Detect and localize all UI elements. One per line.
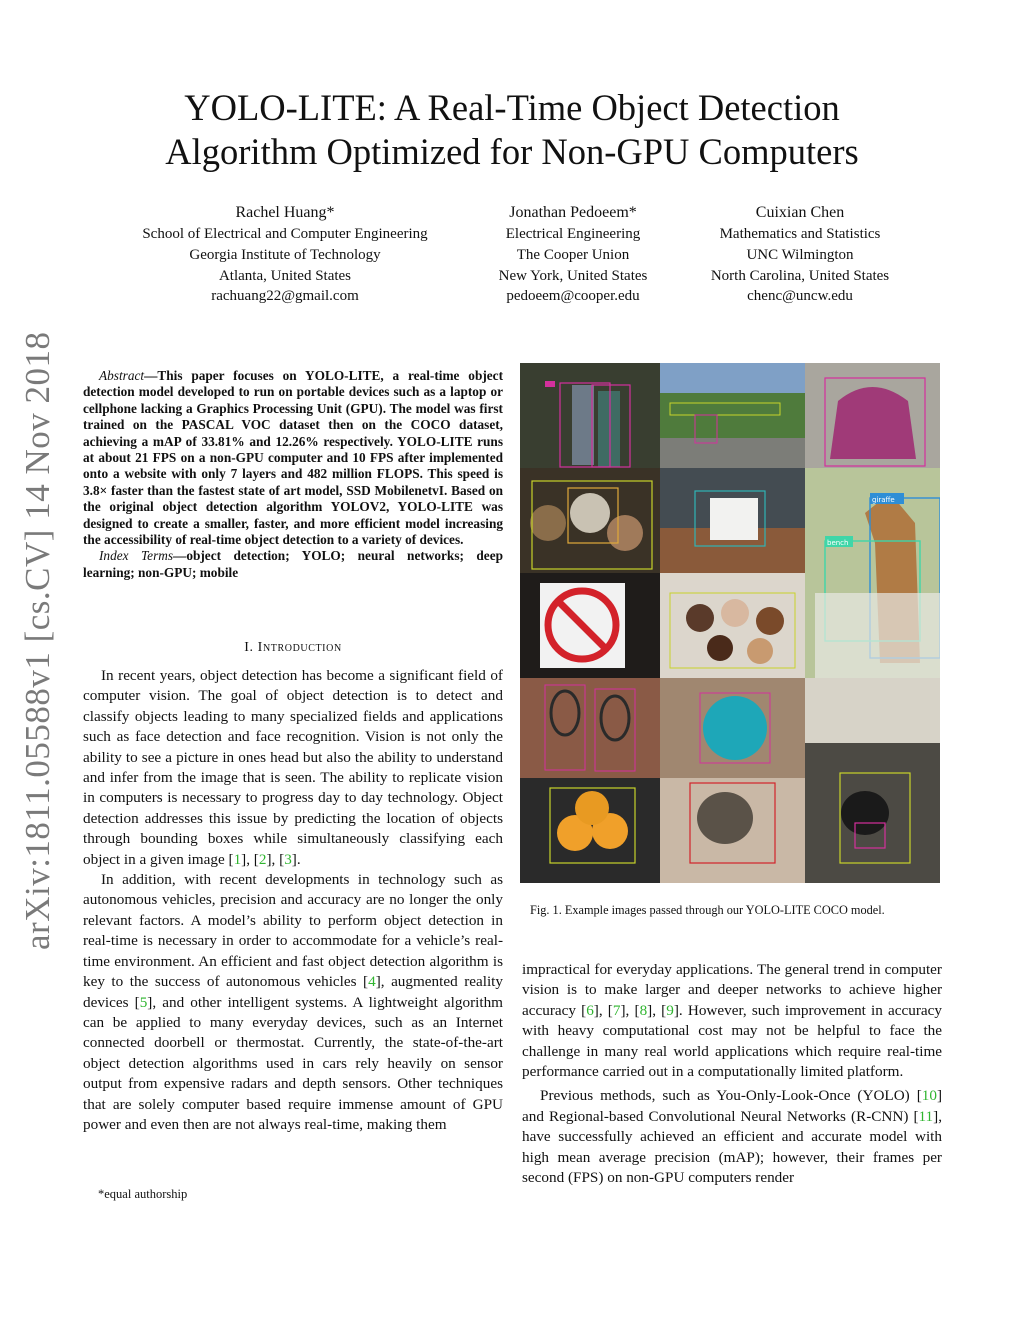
col2-text: ], have successfully achieved an efficient and accurate model with high mean average precision (mAP); however, their frames per second (FPS) on non-GPU computers render (522, 1107, 942, 1187)
right-column-text (522, 960, 942, 1188)
author-dept: Electrical Engineering (505, 226, 641, 242)
figure-image-grid (520, 363, 940, 883)
figure-caption: Fig. 1. Example images passed through our YOLO-LITE COCO model. (530, 903, 885, 917)
author-inst: UNC Wilmington (746, 246, 854, 263)
col2-paragraph-2 (522, 1086, 942, 1188)
figure-1 (520, 363, 940, 883)
index-terms-text: —object detection; YOLO; neural networks; deep learning; non-GPU; mobile (83, 548, 503, 580)
footnote: *equal authorship (98, 1187, 188, 1201)
citation-link[interactable]: 4 (368, 973, 376, 991)
col2-text: Previous methods, such as You-Only-Look-Once (YOLO) [ (540, 1087, 922, 1105)
citation-link[interactable]: 3 (284, 850, 292, 868)
author-block-1 (115, 202, 455, 307)
author-inst: Georgia Institute of Technology (189, 246, 381, 263)
label-bench: bench (827, 539, 849, 547)
intro-text: ], augmented reality devices [ (83, 973, 503, 1011)
photo-tennis-rackets (520, 678, 660, 778)
citation-link[interactable]: 2 (258, 850, 267, 868)
author-inst: The Cooper Union (516, 246, 630, 263)
title-line-2: Algorithm Optimized for Non-GPU Computers (165, 131, 859, 172)
citation-link[interactable]: 1 (233, 850, 242, 868)
intro-text: ], and other intelligent systems. A lightweight algorithm can be applied to many everyday devices, such as an Internet connected doorbell or thermostat. Currently, the state-of-the-art object detection algorithms used in cars rely heavily on sensor output from expensive radars and depth sensors. Other techniques that are solely computer based require immense amount of GPU power and even then are not always real-time, making them (83, 993, 503, 1133)
index-terms-label: Index Terms (99, 548, 174, 564)
intro-text: In recent years, object detection has become a significant field of computer vision. The goal of object detection is to detect and classify objects leading to many specialized fields and applications such as face detection and face recognition. Vision is not only the ability to see a picture in ones head but also the ability to understand and infer from the image that is seen. The ability to replicate vision in computers is necessary to progress day to day technology. Object detection addresses this issue by predicting the location of objects through bounding boxes while simultaneously classifying each object in a given image [ (83, 667, 503, 868)
author-loc: North Carolina, United States (710, 267, 890, 284)
abstract-label: Abstract (99, 368, 145, 383)
author-name: Cuixian Chen (755, 204, 845, 221)
arxiv-identifier: arXiv:1811.05588v1 [cs.CV] 14 Nov 2018 (18, 331, 57, 950)
paper-title (100, 86, 924, 174)
intro-paragraph-2 (83, 870, 503, 1135)
label-giraffe: giraffe (872, 496, 895, 504)
author-name: Rachel Huang* (235, 204, 335, 221)
title-line-1: YOLO-LITE: A Real-Time Object Detection (184, 87, 840, 128)
col2-text: ]. However, such improvement in accuracy with heavy computational cost may not be helpful to face the challenge in many real world applications which require real-time performance carried out in a computationally limited platform. (522, 1001, 942, 1081)
author-loc: Atlanta, United States (218, 267, 352, 284)
author-block-3 (690, 202, 910, 307)
intro-text: In addition, with recent developments in technology such as autonomous vehicles, precision and accuracy are no longer the only relevant factors. A model’s ability to perform object detection in real-time is necessary in order to accommodate for a vehicle’s real-time environment. An efficient and fast object detection algorithm is key to the success of autonomous vehicles [ (83, 871, 503, 991)
citation-link[interactable]: 10 (921, 1087, 937, 1105)
intro-paragraph-1: In recent years, object detection has become a significant field of computer vision. The goal of object detection is to detect and classify objects leading to many specialized fields and applications such as face detection and face recognition. Vision is not only the ability to see a picture in ones head but also the ability to understand and infer from the image that is seen. The ability to replicate vision in computers is necessary to progress day to day technology. Object detection addresses this issue by predicting the location of objects through bounding boxes while simultaneously classifying each object in a given image [1], [2], [3]. (83, 667, 503, 868)
abstract (83, 368, 503, 581)
section-heading-introduction: I. Introduction (244, 640, 342, 655)
citation-link[interactable]: 9 (666, 1001, 674, 1019)
citation-link[interactable]: 11 (918, 1107, 934, 1125)
author-dept: School of Electrical and Computer Engineering (142, 226, 428, 242)
citation-link[interactable]: 7 (612, 1001, 621, 1019)
author-loc: New York, United States (498, 267, 648, 284)
citation-link[interactable]: 8 (639, 1001, 648, 1019)
author-block-2 (463, 202, 683, 307)
author-email[interactable]: pedoeem@cooper.edu (506, 288, 640, 305)
introduction-column (83, 666, 503, 1135)
col2-text: impractical for everyday applications. The general trend in computer vision is to make larger and deeper networks to achieve higher accuracy [ (522, 961, 942, 1019)
index-terms (83, 548, 503, 581)
abstract-text: —This paper focuses on YOLO-LITE, a real-time object detection model developed to run on portable devices such as a laptop or cellphone lacking a Graphics Processing Unit (GPU). The model was first trained on the PASCAL VOC dataset then on the COCO dataset, achieving a mAP of 33.81% and 12.26% respectively. YOLO-LITE runs at about 21 FPS on a non-GPU computer and 10 FPS after implemented onto a website with only 7 layers and 482 million FLOPS. This speed is 3.8× faster than the fastest state of art model, SSD MobilenetvI. Based on the original object detection algorithm YOLOV2, YOLO-LITE was designed to create a smaller, faster, and more efficient model increasing the accessibility of real-time object detection to a variety of devices. (83, 368, 503, 548)
author-name: Jonathan Pedoeem* (509, 204, 637, 221)
col2-text: ] and Regional-based Convolutional Neural Networks (R-CNN) [ (522, 1087, 942, 1125)
author-email[interactable]: rachuang22@gmail.com (211, 288, 359, 305)
citation-link[interactable]: 6 (586, 1001, 594, 1019)
abstract-paragraph (83, 368, 503, 548)
author-email[interactable]: chenc@uncw.edu (747, 288, 853, 305)
col2-paragraph-1: impractical for everyday applications. The general trend in computer vision is to make larger and deeper networks to achieve higher accuracy [6], [7], [8], [9]. However, such improvement in accuracy with heavy computational cost may not be helpful to face the challenge in many real world applications which require real-time performance carried out in a computationally limited platform. (522, 961, 942, 1081)
citation-link[interactable]: 5 (139, 993, 148, 1011)
author-dept: Mathematics and Statistics (719, 226, 881, 242)
